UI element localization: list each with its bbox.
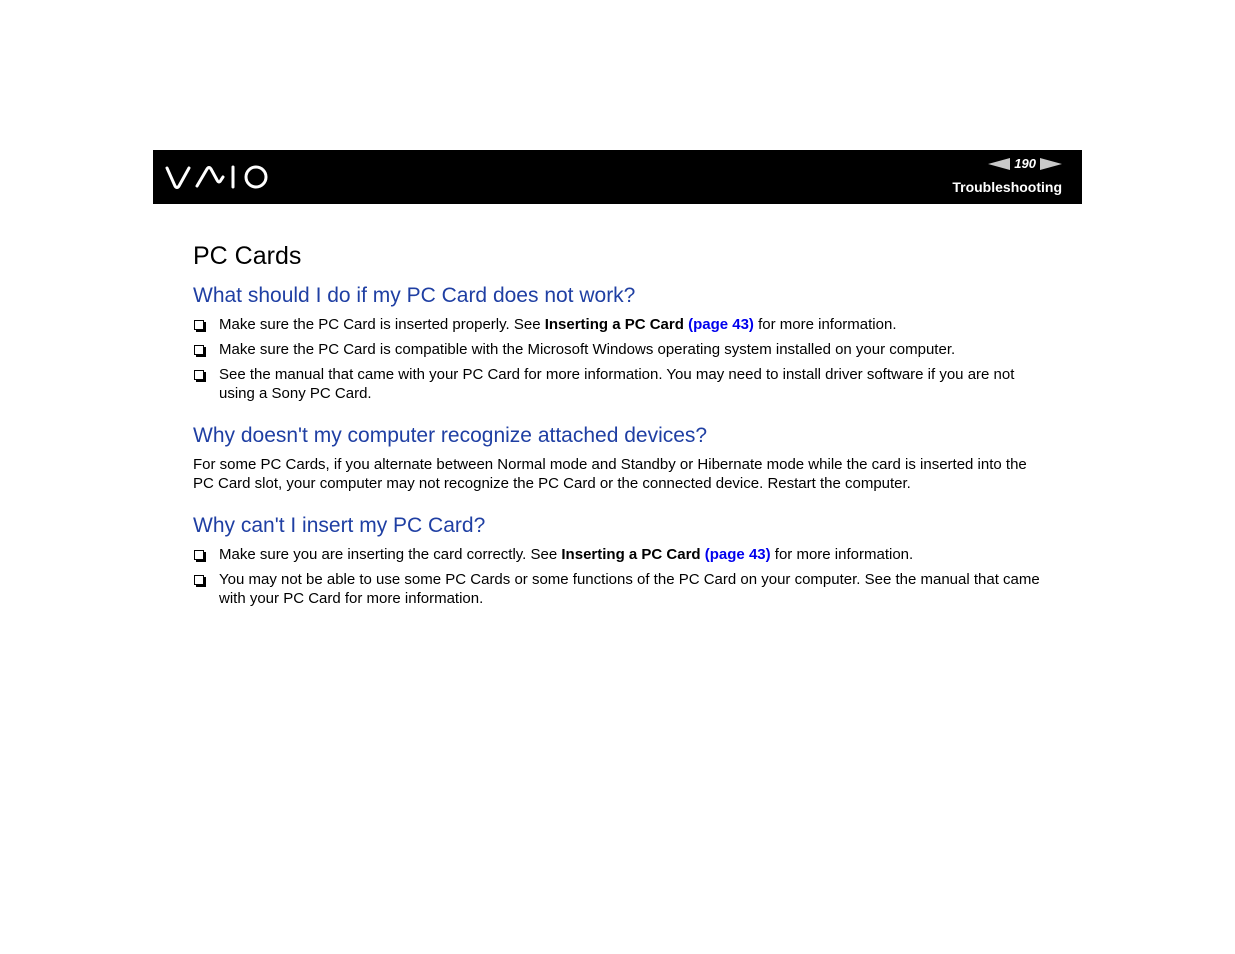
page-content	[193, 240, 1043, 614]
vaio-logo	[165, 164, 269, 195]
list-item: Make sure the PC Card is compatible with the Microsoft Windows operating system installed on your computer.	[193, 340, 1043, 359]
list-item: Make sure you are inserting the card correctly. See Inserting a PC Card (page 43) for more information.	[193, 545, 1043, 564]
checkbox-bullet-icon	[194, 575, 204, 585]
page-title: PC Cards	[193, 242, 302, 270]
section-label: Troubleshooting	[952, 179, 1062, 195]
page-link[interactable]: (page 43)	[688, 316, 754, 333]
header-bar	[153, 150, 1082, 204]
page-number: 190	[1014, 156, 1036, 171]
list-item: You may not be able to use some PC Cards or some functions of the PC Card on your computer. See the manual that came with your PC Card for more information.	[193, 570, 1043, 608]
answer-paragraph-2: For some PC Cards, if you alternate between Normal mode and Standby or Hibernate mode while the card is inserted into the PC Card slot, your computer may not recognize the PC Card or the connected device. Restart the computer.	[193, 456, 1027, 492]
triangle-right-icon[interactable]	[1040, 158, 1062, 170]
page-link[interactable]: (page 43)	[704, 546, 771, 563]
checkbox-bullet-icon	[194, 345, 204, 355]
checkbox-bullet-icon	[194, 370, 204, 380]
vaio-logo-icon	[165, 164, 269, 190]
checkbox-bullet-icon	[194, 550, 204, 560]
cross-reference-title: Inserting a PC Card	[561, 546, 701, 563]
list-item: Make sure the PC Card is inserted properly. See Inserting a PC Card (page 43) for more information.	[193, 315, 1043, 334]
answer-list-3	[193, 545, 1043, 608]
question-heading-1: What should I do if my PC Card does not work?	[193, 284, 636, 307]
question-heading-2: Why doesn't my computer recognize attached devices?	[193, 424, 708, 447]
triangle-left-icon[interactable]	[988, 158, 1010, 170]
question-heading-3: Why can't I insert my PC Card?	[193, 514, 486, 537]
answer-list-1	[193, 315, 1043, 403]
list-item: See the manual that came with your PC Card for more information. You may need to install driver software if you are not using a Sony PC Card.	[193, 365, 1043, 403]
cross-reference-title: Inserting a PC Card	[544, 316, 684, 333]
checkbox-bullet-icon	[194, 320, 204, 330]
page-navigator	[988, 156, 1062, 171]
